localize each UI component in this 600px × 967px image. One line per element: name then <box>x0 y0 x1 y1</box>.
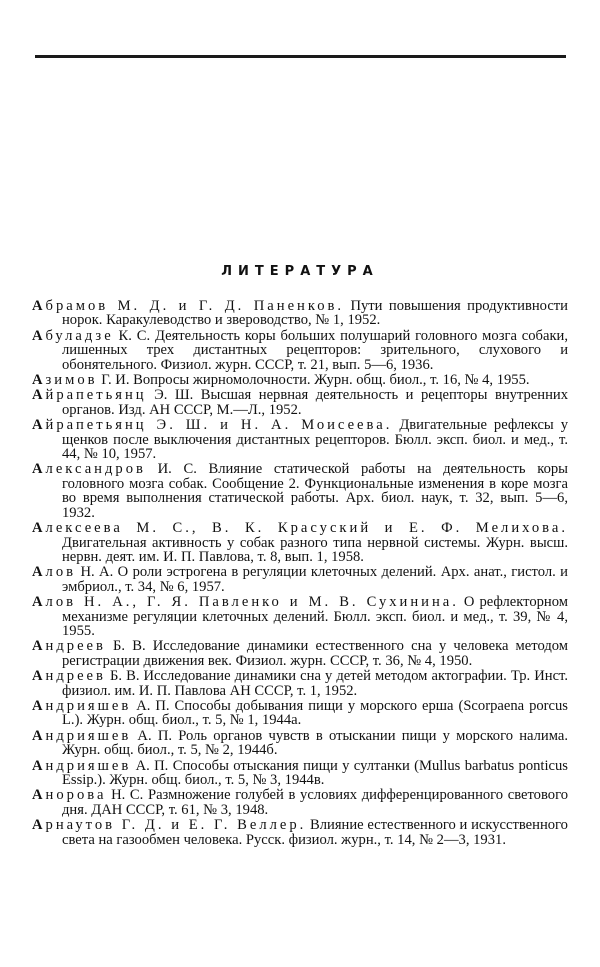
reference-entry <box>32 669 568 698</box>
reference-author-rest: йрапетьянц <box>45 387 147 404</box>
reference-author <box>32 372 98 388</box>
reference-entry <box>32 759 568 788</box>
reference-entry <box>32 329 568 372</box>
reference-author-initial: А <box>32 417 46 434</box>
reference-entry <box>32 388 568 417</box>
reference-author-initial: А <box>32 817 46 834</box>
reference-author-rest: брамов М. Д. и Г. Д. Паненков. <box>45 298 345 314</box>
reference-text: Двигательные рефлексы у щенков после выключения дистантных рецепторов. Бюлл. эксп. биол. и мед., т. 44, № 10, 1957. <box>62 417 569 463</box>
reference-entry <box>32 595 568 638</box>
reference-entry <box>32 373 568 387</box>
reference-author-rest: норова <box>45 787 107 804</box>
page-title: ЛИТЕРАТУРА <box>221 264 379 279</box>
reference-text: Н. А. О роли эстрогена в регуляции клеточных делений. Арх. анат., гистол. и эмбриол., т. 34, № 6, 1957. <box>62 564 568 595</box>
reference-author-initial: А <box>32 298 46 314</box>
reference-author-rest: лексеева М. С., В. К. Красуский и Е. Ф. Мелихова. <box>45 520 568 537</box>
reference-author-rest: рнаутов Г. Д. и Е. Г. Веллер. <box>45 817 307 834</box>
reference-author-rest: ндреев <box>45 638 106 655</box>
reference-author-initial: А <box>32 461 46 478</box>
reference-entry <box>32 565 568 594</box>
reference-author-initial: А <box>32 757 46 774</box>
reference-text: Двигательная активность у собак разного типа нервной системы. Журн. высш. нервн. деят. им. И. П. Павлова, т. 8, вып. 1, 1958. <box>62 534 568 565</box>
reference-text: Э. Ш. Высшая нервная деятельность и рецепторы внутренних органов. Изд. АН СССР, М.—Л., 1952. <box>62 387 568 418</box>
reference-entry <box>32 299 568 328</box>
reference-entry <box>32 788 568 817</box>
reference-text: А. П. Способы отыскания пищи у султанки (Mullus barbatus ponticus Essip.). Журн. общ. биол., т. 5, № 3, 1944в. <box>62 757 568 788</box>
reference-text: Г. И. Вопросы жирномолочности. Журн. общ. биол., т. 16, № 4, 1955. <box>97 372 530 389</box>
reference-entry <box>32 818 568 847</box>
reference-author-rest: буладзе <box>45 327 114 344</box>
reference-entry <box>32 699 568 728</box>
reference-author-initial: А <box>32 327 46 344</box>
reference-entry <box>32 521 568 564</box>
reference-author-initial: А <box>32 594 46 611</box>
reference-author-initial: А <box>32 697 46 714</box>
reference-author-rest: йрапетьянц Э. Ш. и Н. А. Моисеева. <box>45 417 393 434</box>
reference-entry <box>32 418 568 461</box>
reference-list <box>32 299 568 848</box>
reference-text: О рефлекторном механизме регуляции клеточных делений. Бюлл. эксп. биол. и мед., т. 39, № 4, 1955. <box>62 594 568 639</box>
reference-author-initial: А <box>32 638 46 655</box>
reference-author-rest: ндрияшев <box>45 757 132 774</box>
reference-text: И. С. Влияние статической работы на деятельность коры головного мозга собак. Сообщение 2. Функциональные изменения в коре мозга во время выполнения статической работы. Арх. биол. наук, т. 32, вып. 5—6, 1932. <box>62 461 568 521</box>
reference-text: К. С. Деятельность коры больших полушарий головного мозга собаки, лишенных трех дистантных рецепторов: зрительного, слухового и обонятельного. Физиол. журн. СССР, т. 21, вып. 5—6, 1936. <box>62 327 568 373</box>
reference-author-rest: лов Н. А., Г. Я. Павленко и М. В. Сухинина. <box>45 594 459 611</box>
reference-author-rest: ндрияшев <box>45 727 132 744</box>
reference-entry <box>32 462 568 520</box>
reference-text: А. П. Способы добывания пищи у морского ерша (Scorpaena porcus L.). Журн. общ. биол., т. 5, № 1, 1944а. <box>62 697 568 729</box>
top-rule <box>35 55 566 58</box>
reference-author-rest: ндрияшев <box>45 697 132 714</box>
reference-author-initial: А <box>32 787 46 804</box>
reference-text: Б. В. Исследование динамики сна у детей методом актографии. Тр. Инст. физиол. им. И. П. Павлова АН СССР, т. 1, 1952. <box>62 668 568 699</box>
reference-text: Влияние естественного и искусственного света на газообмен человека. Русск. физиол. журн., т. 14, № 2—3, 1931. <box>62 817 568 848</box>
reference-author-initial: А <box>32 520 46 537</box>
reference-author-rest: ндреев <box>45 668 106 685</box>
reference-author-initial: А <box>32 668 46 685</box>
reference-author-initial: А <box>32 387 46 404</box>
reference-text: Пути повышения продуктивности норок. Каракулеводство и звероводство, № 1, 1952. <box>62 298 568 329</box>
reference-entry <box>32 729 568 758</box>
reference-entry <box>32 639 568 668</box>
reference-author-rest: лов <box>45 564 77 581</box>
reference-text: Б. В. Исследование динамики естественного сна у человека методом регистрации движения век. Физиол. журн. СССР, т. 36, № 4, 1950. <box>62 638 568 669</box>
reference-author-initial: А <box>32 372 46 389</box>
reference-author-rest: зимов <box>45 372 98 389</box>
reference-author-rest: лександров <box>45 461 146 478</box>
reference-text: А. П. Роль органов чувств в отыскании пищи у морского налима. Журн. общ. биол., т. 5, № 2, 1944б. <box>62 727 568 759</box>
reference-author-initial: А <box>32 564 46 581</box>
reference-author-initial: А <box>32 727 46 744</box>
reference-text: Н. С. Размножение голубей в условиях дифференцированного светового дня. ДАН СССР, т. 61, № 3, 1948. <box>62 787 568 818</box>
